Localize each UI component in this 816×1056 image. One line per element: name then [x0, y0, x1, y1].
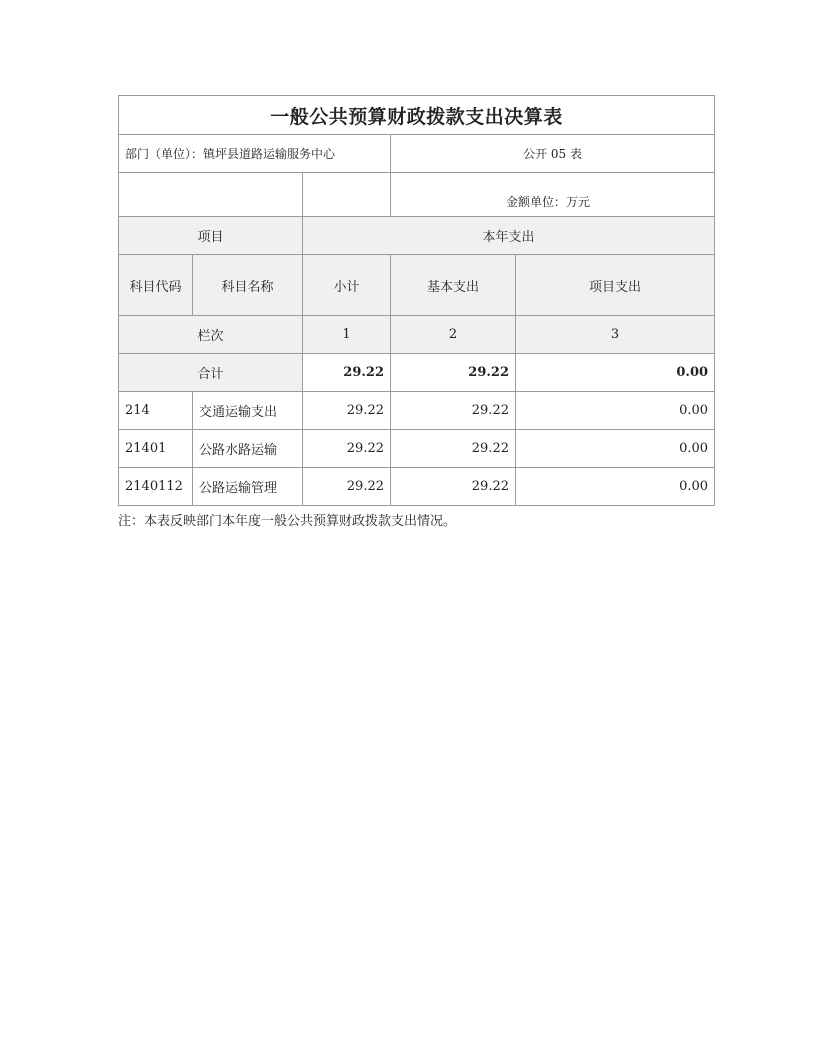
- row-subtotal: 29.22: [303, 468, 391, 506]
- row-project: 0.00: [516, 392, 715, 430]
- row-code: 21401: [119, 430, 193, 468]
- total-subtotal: 29.22: [303, 354, 391, 392]
- header-code: 科目代码: [119, 255, 193, 316]
- expenditure-table: [118, 95, 715, 506]
- total-row: [119, 354, 715, 392]
- row-code: 2140112: [119, 468, 193, 506]
- header-name: 科目名称: [193, 255, 303, 316]
- row-name: 公路运输管理: [193, 468, 303, 506]
- row-basic: 29.22: [391, 468, 516, 506]
- row-basic: 29.22: [391, 392, 516, 430]
- header-subtotal: 小计: [303, 255, 391, 316]
- row-code: 214: [119, 392, 193, 430]
- form-number: 公开 05 表: [391, 135, 715, 173]
- header-item: 项目: [119, 217, 303, 255]
- row-name: 公路水路运输: [193, 430, 303, 468]
- total-project: 0.00: [516, 354, 715, 392]
- table-row: [119, 468, 715, 506]
- column-label: 栏次: [119, 316, 303, 354]
- table-note: 注：本表反映部门本年度一般公共预算财政拨款支出情况。: [118, 514, 457, 529]
- table-row: [119, 392, 715, 430]
- header-current-year: 本年支出: [303, 217, 715, 255]
- table-row: [119, 430, 715, 468]
- department-name: 部门（单位）：镇坪县道路运输服务中心: [119, 135, 391, 173]
- row-subtotal: 29.22: [303, 430, 391, 468]
- report-title: 一般公共预算财政拨款支出决算表: [119, 96, 715, 135]
- total-label: 合计: [119, 354, 303, 392]
- total-basic: 29.22: [391, 354, 516, 392]
- header-project: 项目支出: [516, 255, 715, 316]
- column-number-1: 1: [303, 316, 391, 354]
- row-subtotal: 29.22: [303, 392, 391, 430]
- row-project: 0.00: [516, 430, 715, 468]
- blank-cell: [119, 173, 303, 217]
- column-number-3: 3: [516, 316, 715, 354]
- row-name: 交通运输支出: [193, 392, 303, 430]
- header-basic: 基本支出: [391, 255, 516, 316]
- amount-unit: 金额单位：万元: [391, 173, 715, 217]
- row-basic: 29.22: [391, 430, 516, 468]
- blank-cell: [303, 173, 391, 217]
- row-project: 0.00: [516, 468, 715, 506]
- column-number-2: 2: [391, 316, 516, 354]
